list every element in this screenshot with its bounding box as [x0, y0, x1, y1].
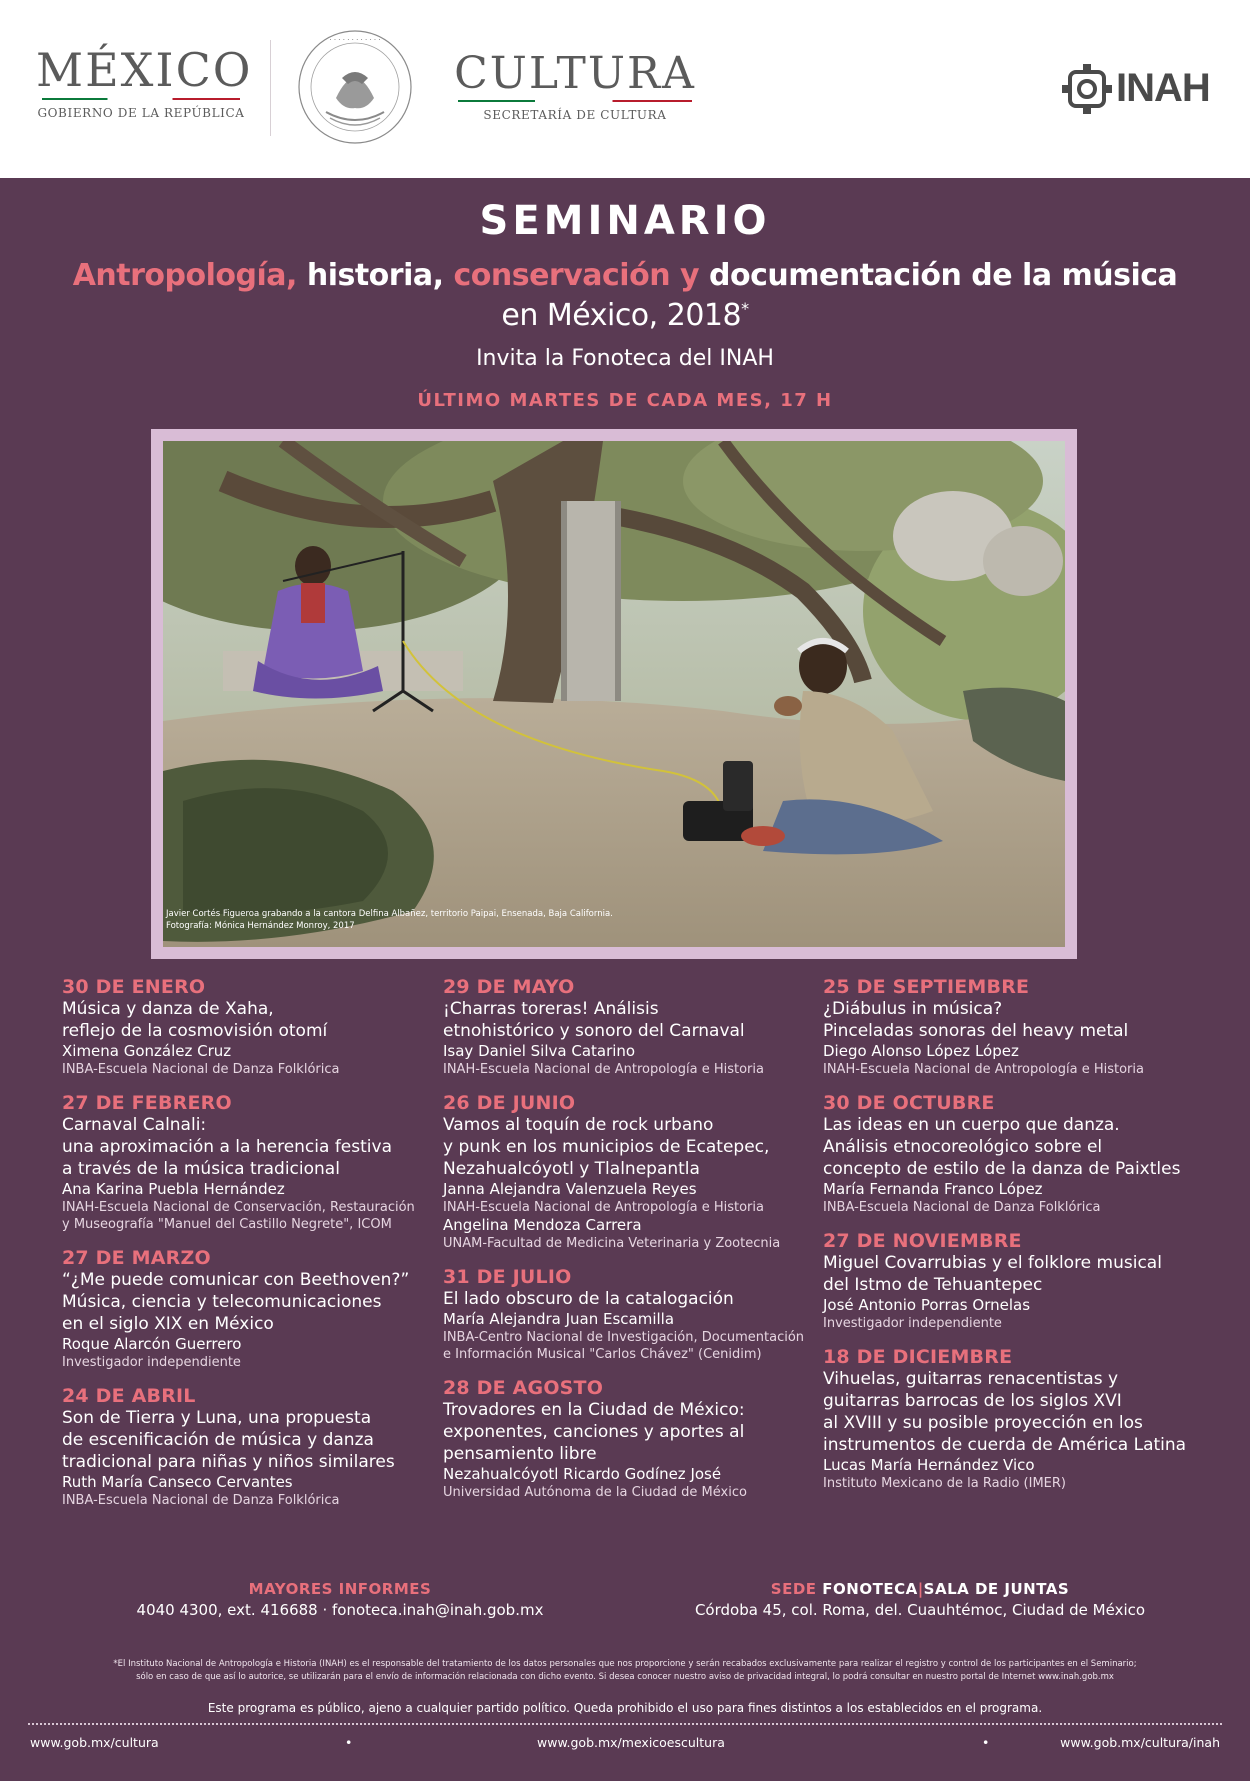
- event-dec: [823, 1346, 1203, 1492]
- public-program-notice: Este programa es público, ajeno a cualquier partido político. Queda prohibido el uso para fines distintos a los establecidos en el programa.: [207, 1701, 1043, 1715]
- venue-label-separator: |: [917, 1580, 924, 1598]
- event-date: 24 DE ABRIL: [62, 1385, 196, 1407]
- event-title: ¿Diábulus in música? Pinceladas sonoras del heavy metal: [823, 999, 1129, 1041]
- event-nov: [823, 1230, 1203, 1332]
- seminar-subtitle: [0, 256, 1250, 296]
- inah-wordmark: INAH: [1116, 66, 1210, 110]
- cultura-logo-subtitle: SECRETARÍA DE CULTURA: [483, 108, 667, 122]
- event-institution: INBA-Escuela Nacional de Danza Folklórica: [62, 1062, 340, 1077]
- venue-label-room: SALA DE JUNTAS: [923, 1580, 1070, 1598]
- event-aug: [443, 1377, 823, 1501]
- event-speaker: María Fernanda Franco López: [823, 1180, 1043, 1198]
- event-title: Carnaval Calnali: una aproximación a la herencia festiva a través de la música tradicional: [62, 1115, 392, 1179]
- subtitle-word: conservación y: [453, 258, 700, 293]
- cultura-logo[interactable]: [452, 50, 698, 122]
- schedule-column-1: [62, 976, 442, 1523]
- event-title: “¿Me puede comunicar con Beethoven?” Música, ciencia y telecomunicaciones en el siglo XIX en México: [62, 1270, 410, 1334]
- event-speaker: Roque Alarcón Guerrero: [62, 1335, 242, 1353]
- inah-glyph-icon: [1060, 62, 1114, 116]
- disclaimer-line: *El Instituto Nacional de Antropología e Historia (INAH) es el responsable del tratamiento de los datos personales que nos proporcione y serán recabados exclusivamente para realizar el registro y control de los participantes en el Seminario;: [113, 1659, 1137, 1669]
- venue-label-fonoteca: FONOTECA: [822, 1580, 918, 1598]
- event-title: Son de Tierra y Luna, una propuesta de escenificación de música y danza tradicional para niñas y niños similares: [62, 1408, 395, 1472]
- event-date: 30 DE ENERO: [62, 976, 206, 998]
- event-jan: [62, 976, 442, 1078]
- subtitle-year: en México, 2018: [501, 298, 742, 333]
- field-recording-photo: [163, 441, 1065, 947]
- photo-illustration: [163, 441, 1065, 947]
- event-institution: INBA-Escuela Nacional de Danza Folklórica: [823, 1200, 1101, 1215]
- event-title: Miguel Covarrubias y el folklore musical del Istmo de Tehuantepec: [823, 1253, 1162, 1295]
- event-speaker: Janna Alejandra Valenzuela Reyes: [443, 1180, 697, 1198]
- event-date: 30 DE OCTUBRE: [823, 1092, 995, 1114]
- svg-text:· · · · · · · · · · · ·: · · · · · · · · · · · ·: [329, 36, 381, 44]
- event-institution: INBA-Escuela Nacional de Danza Folklórica: [62, 1493, 340, 1508]
- event-title: Las ideas en un cuerpo que danza. Análisis etnocoreológico sobre el concepto de estilo de la danza de Paixtles: [823, 1115, 1181, 1179]
- subtitle-word: Antropología,: [72, 258, 297, 293]
- event-institution: INBA-Centro Nacional de Investigación, Documentación e Información Musical "Carlos Chávez" (Cenidim): [443, 1330, 805, 1362]
- inah-logo[interactable]: [1060, 60, 1220, 120]
- venue-label-sede: SEDE: [770, 1580, 817, 1598]
- mexico-logo-title: MÉXICO: [36, 43, 253, 97]
- event-date: 28 DE AGOSTO: [443, 1377, 604, 1399]
- seminar-subtitle-line2: [0, 298, 1250, 333]
- tricolor-rule: [458, 100, 692, 102]
- event-mar: [62, 1247, 442, 1371]
- event-speaker: Ruth María Canseco Cervantes: [62, 1473, 293, 1491]
- more-info-label: MAYORES INFORMES: [248, 1580, 432, 1598]
- event-may: [443, 976, 823, 1078]
- event-title: Vamos al toquín de rock urbano y punk en los municipios de Ecatepec, Nezahualcóyotl y Tlalnepantla: [443, 1115, 770, 1179]
- event-institution: UNAM-Facultad de Medicina Veterinaria y Zootecnia: [443, 1236, 781, 1251]
- event-jun: [443, 1092, 823, 1252]
- invite-line: Invita la Fonoteca del INAH: [476, 346, 774, 371]
- logo-divider: [270, 40, 271, 136]
- header-band: [0, 0, 1250, 178]
- event-date: 27 DE FEBRERO: [62, 1092, 232, 1114]
- event-oct: [823, 1092, 1203, 1216]
- event-date: 31 DE JULIO: [443, 1266, 572, 1288]
- event-institution: INAH-Escuela Nacional de Conservación, Restauración y Museografía "Manuel del Castillo Negrete", ICOM: [62, 1200, 415, 1232]
- schedule-time: ÚLTIMO MARTES DE CADA MES, 17 H: [417, 390, 833, 411]
- event-jul: [443, 1266, 823, 1363]
- event-date: 18 DE DICIEMBRE: [823, 1346, 1013, 1368]
- subtitle-word: historia,: [306, 258, 444, 293]
- photo-credit: Fotografía: Mónica Hernández Monroy, 2017: [166, 921, 355, 931]
- cultura-logo-title: CULTURA: [454, 48, 696, 99]
- event-speaker: Nezahualcóyotl Ricardo Godínez José: [443, 1465, 722, 1483]
- venue-address: Córdoba 45, col. Roma, del. Cuauhtémoc, Ciudad de México: [694, 1601, 1146, 1619]
- event-institution: Instituto Mexicano de la Radio (IMER): [823, 1476, 1067, 1491]
- event-speaker: José Antonio Porras Ornelas: [823, 1296, 1031, 1314]
- event-date: 29 DE MAYO: [443, 976, 575, 998]
- event-title: Trovadores en la Ciudad de México: exponentes, canciones y aportes al pensamiento libre: [443, 1400, 745, 1464]
- event-institution: Investigador independiente: [823, 1316, 1002, 1331]
- schedule-column-3: [823, 976, 1203, 1506]
- mexico-logo[interactable]: [36, 43, 253, 120]
- event-date: 25 DE SEPTIEMBRE: [823, 976, 1030, 998]
- tricolor-rule: [42, 98, 240, 100]
- schedule-column-2: [443, 976, 823, 1515]
- disclaimer-line: sólo en caso de que así lo autorice, se utilizarán para el envío de información relacionada con dicho evento. Si desea conocer nuestro aviso de privacidad integral, lo podrá consultar en nuestro portal de Internet www.inah.gob.mx: [136, 1672, 1114, 1682]
- subtitle-word: documentación de la música: [709, 258, 1178, 293]
- event-institution: INAH-Escuela Nacional de Antropología e Historia: [823, 1062, 1144, 1077]
- link-gob-cultura-inah[interactable]: www.gob.mx/cultura/inah: [1060, 1735, 1220, 1750]
- subtitle-asterisk: *: [741, 299, 749, 318]
- dotted-divider: [28, 1723, 1222, 1725]
- event-title: Vihuelas, guitarras renacentistas y guitarras barrocas de los siglos XVI al XVIII y su posible proyección en los instrumentos de cuerda de América Latina: [823, 1369, 1187, 1455]
- photo-frame: [151, 429, 1077, 959]
- link-gob-cultura[interactable]: www.gob.mx/cultura: [30, 1735, 159, 1750]
- event-title: Música y danza de Xaha, reflejo de la cosmovisión otomí: [62, 999, 328, 1041]
- event-apr: [62, 1385, 442, 1509]
- event-sep: [823, 976, 1203, 1078]
- event-speaker: Ximena González Cruz: [62, 1042, 232, 1060]
- event-speaker: Ana Karina Puebla Hernández: [62, 1180, 285, 1198]
- photo-caption-line: Javier Cortés Figueroa grabando a la cantora Delfina Albañez, territorio Paipai, Ensenada, Baja California.: [166, 909, 613, 919]
- venue-label: [680, 1580, 1160, 1598]
- event-speaker: Isay Daniel Silva Catarino: [443, 1042, 636, 1060]
- event-title: ¡Charras toreras! Análisis etnohistórico y sonoro del Carnaval: [443, 999, 745, 1041]
- page-title: SEMINARIO: [479, 198, 771, 244]
- event-feb: [62, 1092, 442, 1233]
- event-institution: Investigador independiente: [62, 1355, 241, 1370]
- link-mexicoescultura[interactable]: www.gob.mx/mexicoescultura: [537, 1735, 725, 1750]
- event-institution: INAH-Escuela Nacional de Antropología e Historia: [443, 1200, 764, 1215]
- event-speaker: Angelina Mendoza Carrera: [443, 1216, 642, 1234]
- privacy-disclaimer: [60, 1658, 1190, 1684]
- event-speaker: María Alejandra Juan Escamilla: [443, 1310, 675, 1328]
- event-institution: INAH-Escuela Nacional de Antropología e Historia: [443, 1062, 764, 1077]
- event-institution: Universidad Autónoma de la Ciudad de México: [443, 1485, 747, 1500]
- event-date: 27 DE NOVIEMBRE: [823, 1230, 1022, 1252]
- event-title: El lado obscuro de la catalogación: [443, 1289, 734, 1309]
- photo-caption: [166, 908, 613, 932]
- event-date: 27 DE MARZO: [62, 1247, 211, 1269]
- event-date: 26 DE JUNIO: [443, 1092, 576, 1114]
- national-seal-icon: [296, 28, 414, 146]
- link-bullet: •: [345, 1735, 353, 1750]
- mexico-logo-subtitle: GOBIERNO DE LA REPÚBLICA: [37, 106, 245, 120]
- link-bullet: •: [982, 1735, 990, 1750]
- event-speaker: Diego Alonso López López: [823, 1042, 1019, 1060]
- event-speaker: Lucas María Hernández Vico: [823, 1456, 1035, 1474]
- more-info-contact[interactable]: 4040 4300, ext. 416688 · fonoteca.inah@inah.gob.mx: [136, 1601, 544, 1619]
